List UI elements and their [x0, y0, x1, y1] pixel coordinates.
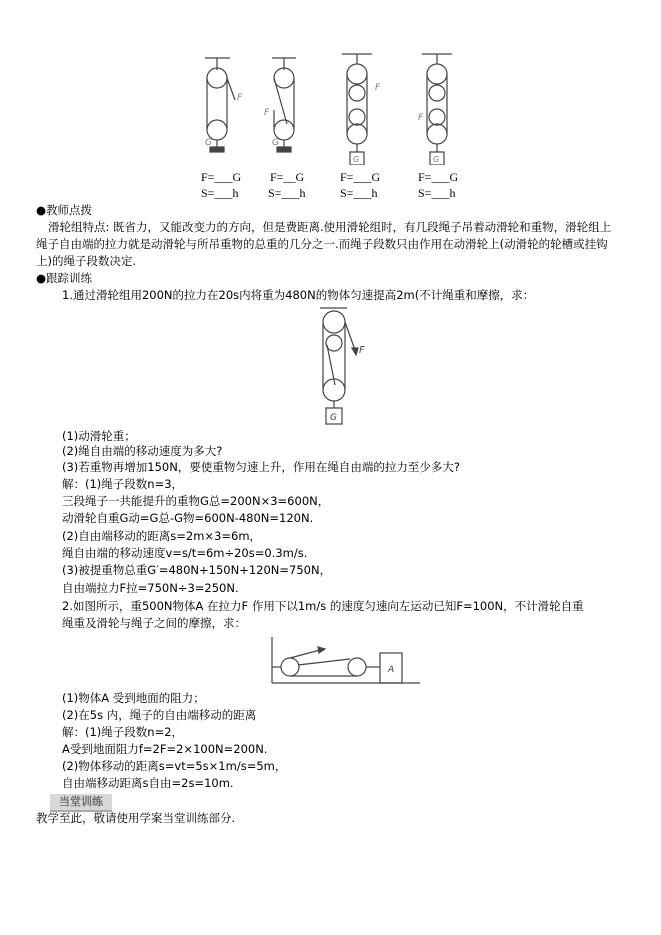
q2-line: (2)物体移动的距离s=vt=5s×1m/s=5m， [62, 759, 287, 773]
section-heading-teacher: ●教师点拨 [36, 203, 93, 217]
q1-line: 绳自由端的移动速度v=s/t=6m÷20s=0.3m/s. [62, 546, 308, 560]
svg-text:F: F [237, 93, 243, 103]
fig3-f-blank: F=___G [340, 170, 381, 184]
fig2-f-blank: F=__G [270, 170, 305, 184]
svg-text:G: G [433, 155, 440, 164]
fig2-s-blank: S=___h [268, 186, 306, 200]
svg-text:F: F [359, 345, 365, 356]
fig1-s-blank: S=___h [201, 186, 239, 200]
fig4-f-blank: F=___G [418, 170, 459, 184]
svg-text:G: G [272, 138, 279, 148]
svg-text:G: G [205, 138, 212, 148]
svg-text:G: G [330, 413, 337, 423]
closing-text: 教学至此，敬请使用学案当堂训练部分. [36, 811, 236, 825]
q2-line: 解：(1)绳子段数n=2， [62, 725, 184, 739]
q2-line: (1)物体A 受到地面的阻力； [62, 691, 205, 705]
q1-line: 自由端拉力F拉=750N÷3=250N. [62, 581, 239, 595]
svg-text:G: G [353, 155, 360, 164]
svg-text:F: F [264, 108, 270, 118]
fig1-f-blank: F=___G [201, 170, 242, 184]
question-1-stem: 1.通过滑轮组用200N的拉力在20s内将重为480N的物体匀速提高2m(不计绳重和摩擦，求： [62, 288, 535, 302]
pulley-figure-1 [205, 58, 243, 152]
pulley-figures [190, 50, 480, 165]
q2-line: A受到地面阻力f=2F=2×100N=200N. [62, 742, 268, 756]
section-heading-training: ●跟踪训练 [36, 271, 93, 285]
q2-line: (2)在5s 内，绳子的自由端移动的距离 [62, 708, 257, 722]
q2-line: 自由端移动距离s自由=2s=10m. [62, 776, 234, 790]
fig4-s-blank: S=___h [418, 186, 456, 200]
class-training-badge: 当堂训练 [50, 794, 112, 812]
q1-line: 动滑轮自重G动=G总-G物=600N-480N=120N. [62, 511, 314, 525]
question-2-stem: 绳重及滑轮与绳子之间的摩擦，求： [62, 616, 246, 630]
question-2-stem: 2.如图所示，重500N物体A 在拉力F 作用下以1m/s 的速度匀速向左运动已知F=100N，不计滑轮自重 [62, 599, 584, 613]
teacher-text: 绳子自由端的拉力就是动滑轮与所吊重物的总重的几分之一.而绳子段数只由作用在动滑轮上(动滑轮的轮槽或挂钩 [36, 237, 608, 251]
svg-text:F: F [375, 83, 381, 93]
pulley-figure-4 [418, 54, 452, 165]
pulley-figure-q1 [315, 305, 375, 425]
pulley-figure-3 [342, 54, 381, 165]
svg-text:F: F [418, 113, 424, 123]
teacher-text: 上)的绳子段数决定. [36, 254, 137, 268]
q1-line: (3)若重物再增加150N，要使重物匀速上升，作用在绳自由端的拉力至少多大? [62, 460, 460, 474]
q1-line: (3)被提重物总重G′=480N+150N+120N=750N， [62, 563, 332, 577]
q1-line: (2)绳自由端的移动速度为多大? [62, 444, 223, 458]
pulley-figure-2 [264, 58, 296, 152]
q1-line: (2)自由端移动的距离s=2m×3=6m， [62, 529, 262, 543]
svg-text:A: A [388, 665, 395, 675]
q1-line: (1)动滑轮重； [62, 429, 136, 443]
fig3-s-blank: S=___h [340, 186, 378, 200]
q1-line: 三段绳子一共能提升的重物G总=200N×3=600N， [62, 494, 330, 508]
q1-line: 解：(1)绳子段数n=3， [62, 477, 184, 491]
teacher-text: 滑轮组特点: 既省力，又能改变力的方向，但是费距离.使用滑轮组时，有几段绳子吊着动滑轮和重物，滑轮组上 [48, 220, 612, 234]
pulley-figure-q2 [268, 635, 423, 690]
